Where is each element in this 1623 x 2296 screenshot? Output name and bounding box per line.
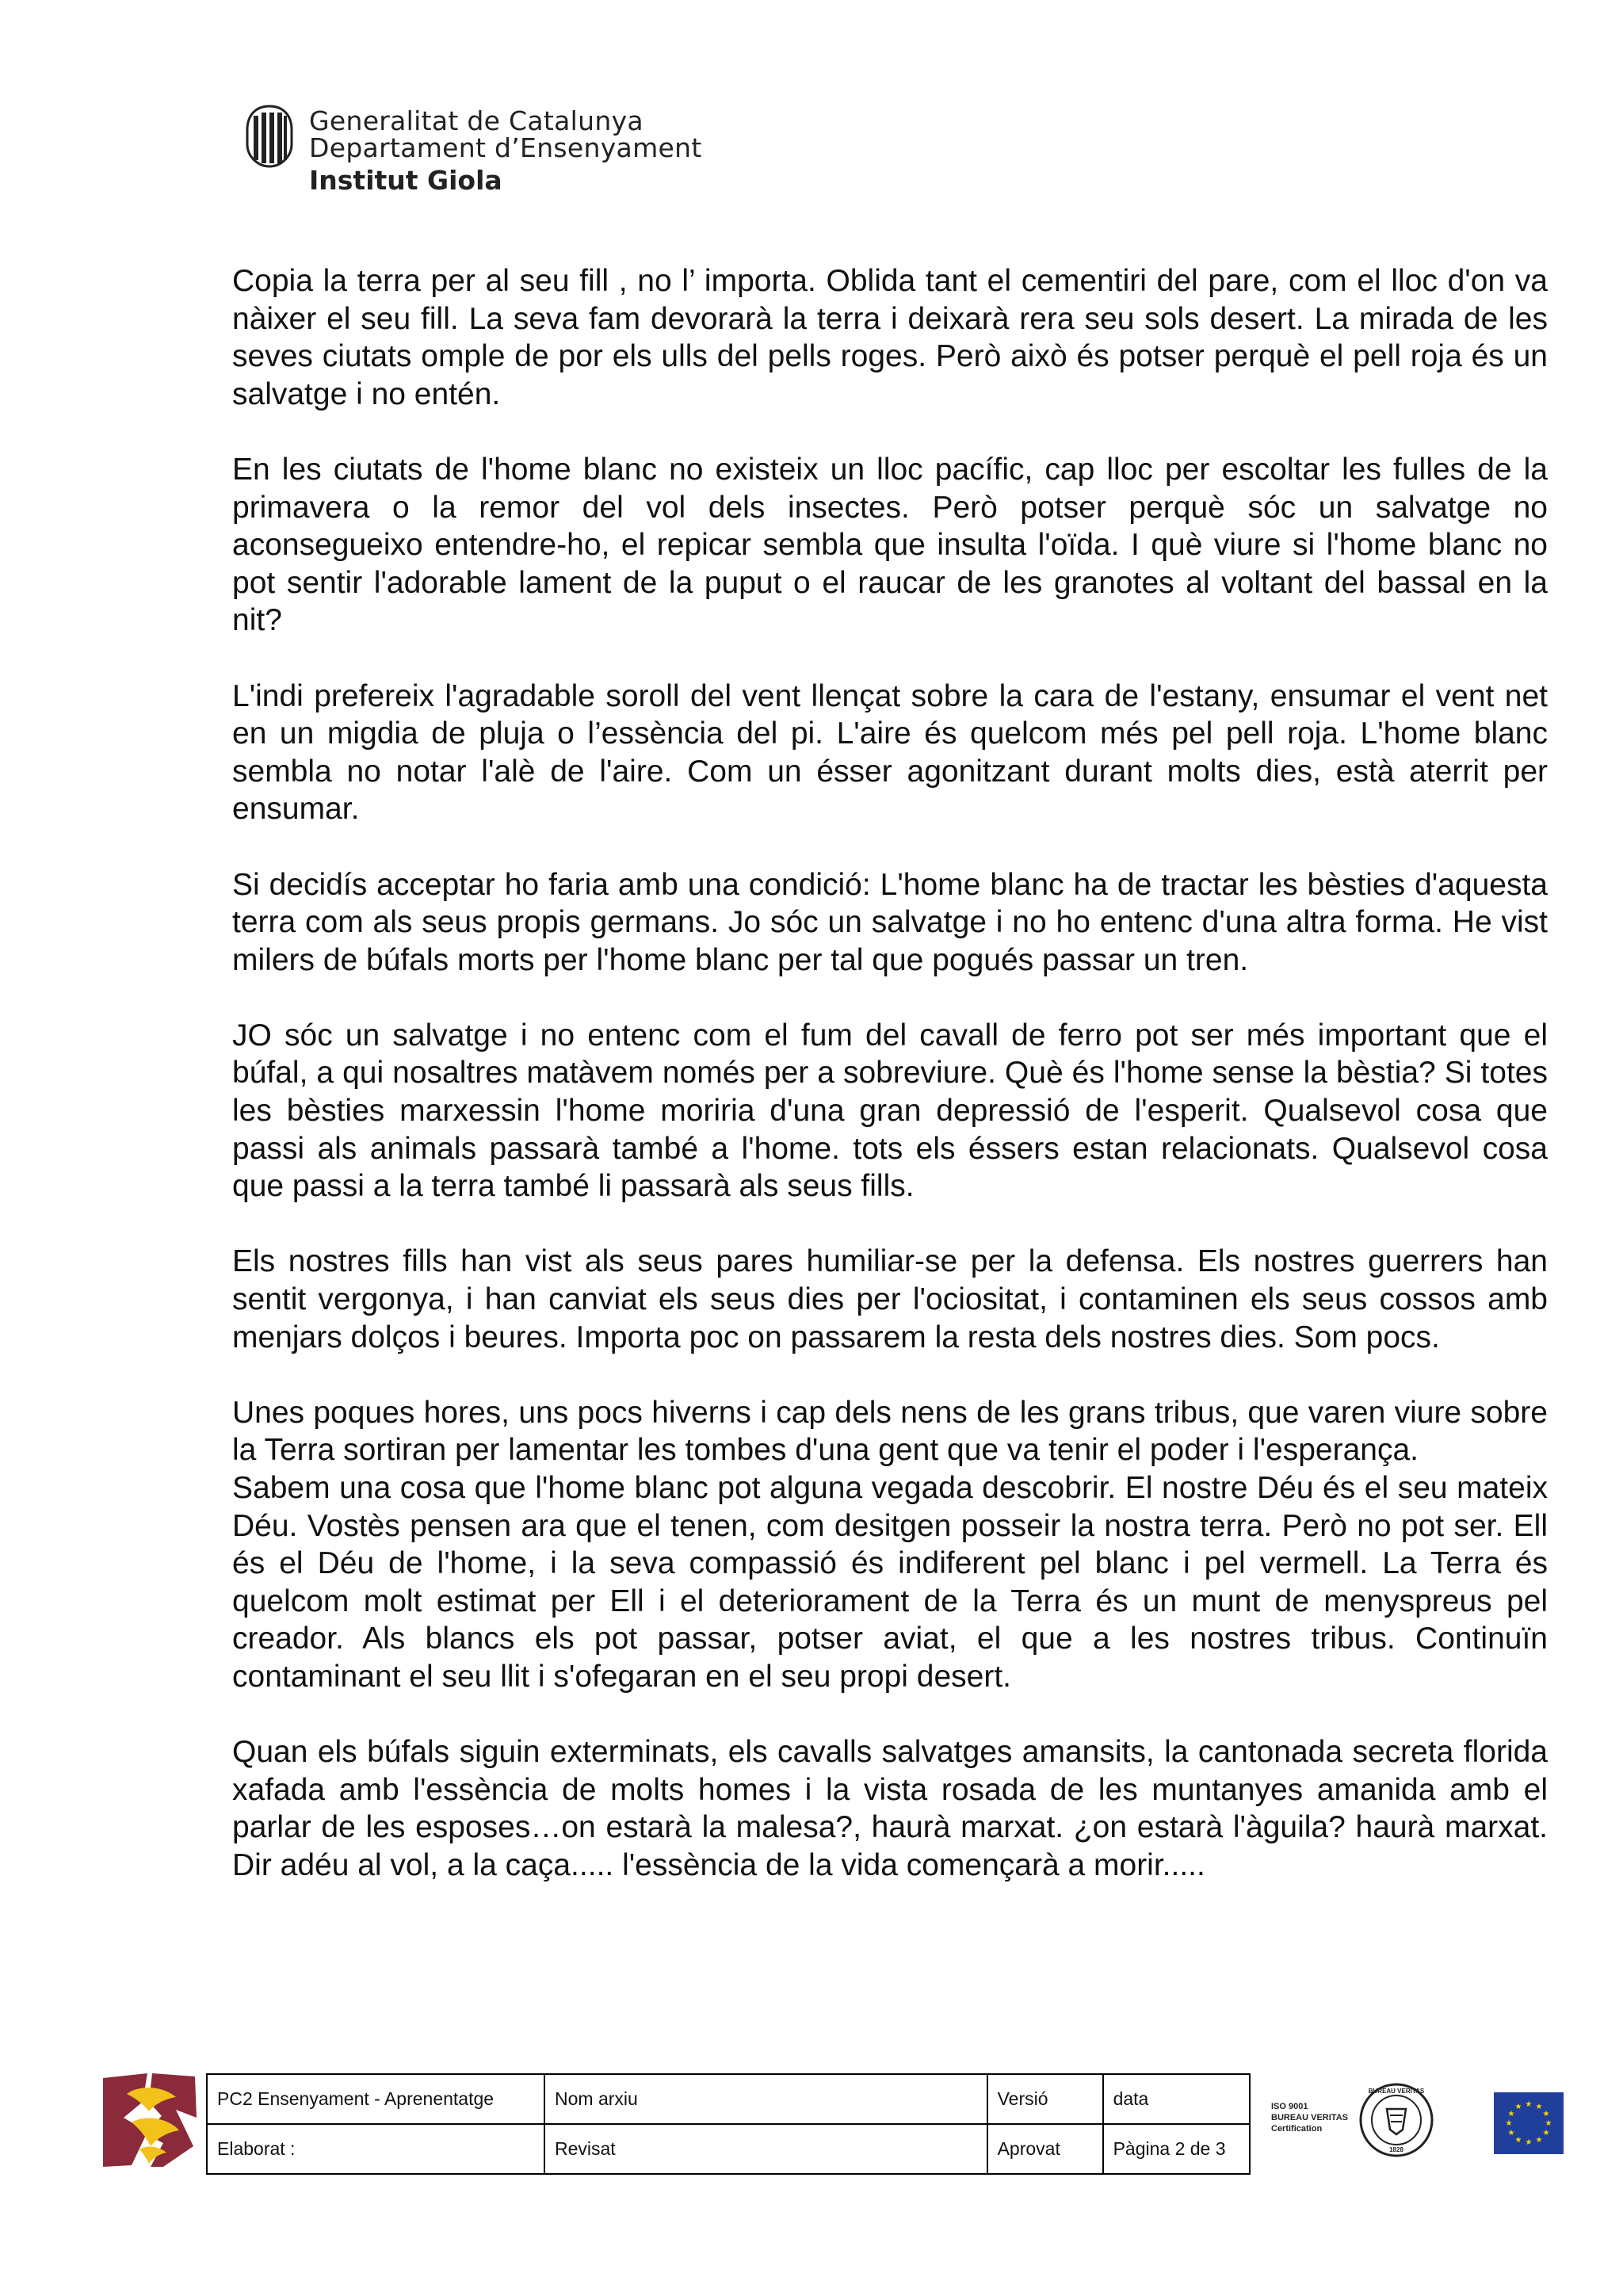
bureau-veritas-seal-icon [1358,2082,1434,2158]
paragraph: Quan els búfals siguin exterminats, els cavalls salvatges amansits, la cantonada secreta florida xafada amb l'essència de molts homes i la vista rosada de les muntanyes amanida amb el parlar de les esposes…on estarà la malesa?, haurà marxat. ¿on estarà l'àguila? haurà marxat. Dir adéu al vol, a la caça..... l'essència de la vida començarà a morir..... [232,1735,1548,1882]
header-line-3: Institut Giola [309,165,502,196]
document-body [232,262,1548,1922]
footer-cell: Elaborat : [207,2124,544,2174]
svg-text:★: ★ [1535,2103,1543,2111]
paragraph: Unes poques hores, uns pocs hiverns i cap dels nens de les grans tribus, que varen viure sobre la Terra sortiran per lamentar les tombes d'una gent que va tenir el poder i l'esperança. [232,1395,1548,1468]
generalitat-logo-icon [244,105,295,168]
svg-text:★: ★ [1514,2136,1522,2145]
footer-cell: Versió [987,2074,1103,2124]
footer-cell: Pàgina 2 de 3 [1103,2124,1250,2174]
page-header [244,105,735,200]
svg-text:★: ★ [1507,2110,1515,2118]
svg-text:★: ★ [1535,2136,1543,2145]
institut-logo-icon [100,2070,200,2170]
certification-mark [1271,2082,1438,2158]
paragraph: En les ciutats de l'home blanc no existeix un lloc pacífic, cap lloc per escoltar les fulles de la primavera o la remor del vol dels insectes. Però potser perquè sóc un salvatge no aconsegueixo entendre-ho, el repicar sembla que insulta l'oïda. I què viure si l'home blanc no pot sentir l'adorable lament de la puput o el raucar de les granotes al voltant del bassal en la nit? [232,452,1548,638]
footer-cell: Nom arxiu [544,2074,987,2124]
paragraph: Si decidís acceptar ho faria amb una condició: L'home blanc ha de tractar les bèsties d'aquesta terra com als seus propis germans. Jo sóc un salvatge i no ho entenc d'una altra forma. He vist milers de búfals morts per l'home blanc per tal que pogués passar un tren. [232,867,1548,977]
cert-line-2: BUREAU VERITAS [1271,2113,1348,2122]
paragraph: JO sóc un salvatge i no entenc com el fum del cavall de ferro pot ser més important que el búfal, a qui nosaltres matàvem només per a sobreviure. Què és l'home sense la bèstia? Si totes les bèsties marxessin l'home moriria d'una gran depressió de l'esperit. Qualsevol cosa que passi als animals passarà també a l'home. tots els éssers estan relacionats. Qualsevol cosa que passi a la terra també li passarà als seus fills. [232,1018,1548,1204]
svg-text:★: ★ [1542,2129,1550,2137]
svg-text:★: ★ [1514,2103,1522,2111]
svg-text:★: ★ [1545,2119,1552,2128]
footer-cell: Aprovat [987,2124,1103,2174]
svg-text:1828: 1828 [1389,2146,1403,2153]
svg-text:BUREAU VERITAS: BUREAU VERITAS [1368,2088,1425,2095]
paragraph: L'indi prefereix l'agradable soroll del vent llençat sobre la cara de l'estany, ensumar el vent net en un migdia de pluja o l’essència del pi. L'aire és quelcom més pel pell roja. L'home blanc sembla no notar l'alè de l'aire. Com un ésser agonitzant durant molts dies, està aterrit per ensumar. [232,678,1548,827]
header-line-2: Departament d’Ensenyament [309,132,702,163]
svg-text:★: ★ [1507,2129,1515,2137]
cert-line-1: ISO 9001 [1271,2102,1308,2111]
footer-cell: data [1103,2074,1250,2124]
svg-text:★: ★ [1525,2138,1533,2147]
paragraph: Copia la terra per al seu fill , no l’ importa. Oblida tant el cementiri del pare, com el lloc d'on va nàixer el seu fill. La seva fam devorarà la terra i deixarà rera seu sols desert. La mirada de les seves ciutats omple de por els ulls del pells roges. Però això és potser perquè el pell roja és un salvatge i no entén. [232,264,1548,411]
header-line-1: Generalitat de Catalunya [309,105,643,136]
svg-text:★: ★ [1542,2110,1550,2118]
svg-text:★: ★ [1505,2119,1513,2128]
footer-cell: Revisat [544,2124,987,2174]
footer-cell: PC2 Ensenyament - Aprenentatge [207,2074,544,2124]
certification-label [1271,2101,1348,2134]
footer-table [206,2073,1251,2175]
eu-flag-icon [1494,2092,1564,2154]
svg-text:★: ★ [1525,2100,1533,2109]
paragraph: Els nostres fills han vist als seus pares humiliar-se per la defensa. Els nostres guerrers han sentit vergonya, i han canviat els seus dies per l'ociositat, i contaminen els seus cossos amb menjars dolços i beures. Importa poc on passarem la resta dels nostres dies. Som pocs. [232,1244,1548,1354]
paragraph: Sabem una cosa que l'home blanc pot alguna vegada descobrir. El nostre Déu és el seu mateix Déu. Vostès pensen ara que el tenen, com desitgen posseir la nostra terra. Però no pot ser. Ell és el Déu de l'home, i la seva compassió és indiferent pel blanc i pel vermell. La Terra és quelcom molt estimat per Ell i el deteriorament de la Terra és un munt de menyspreus pel creador. Als blancs els pot passar, potser aviat, el que a les nostres tribus. Continuïn contaminant el seu llit i s'ofegaran en el seu propi desert. [232,1471,1548,1694]
cert-line-3: Certification [1271,2124,1323,2134]
